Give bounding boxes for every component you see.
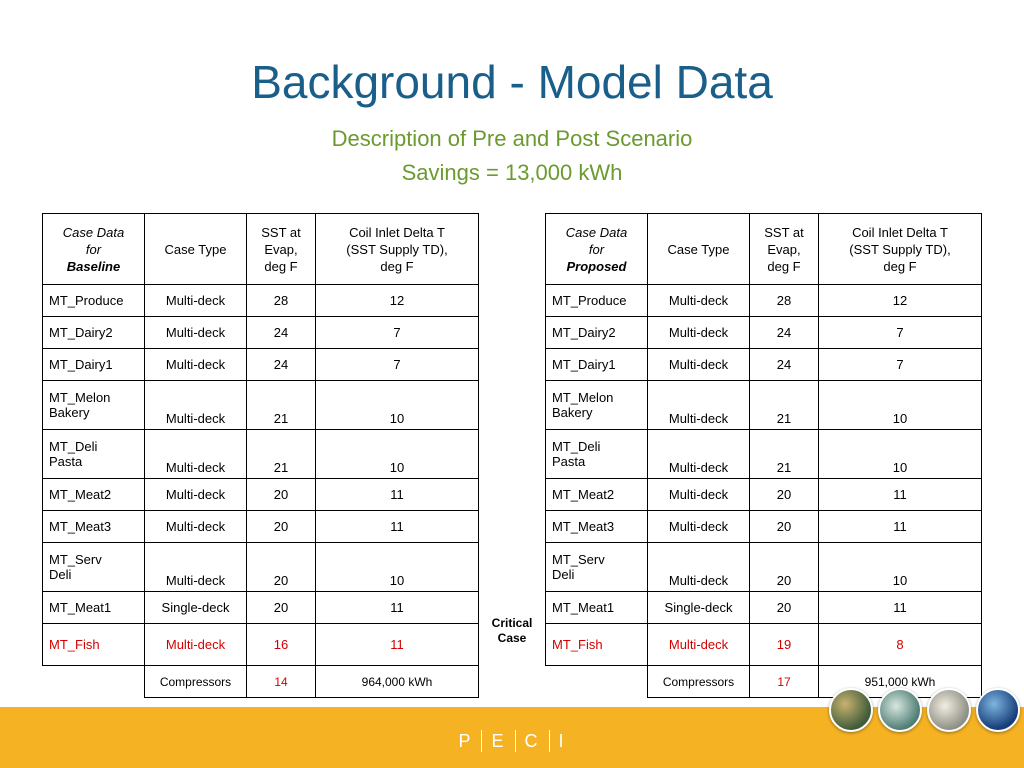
cell-sst: 20 (247, 511, 316, 543)
cell-case-name: MT_Meat2 (43, 479, 145, 511)
header-coil-line: (SST Supply TD), (849, 241, 951, 257)
cell-coil-td: 10 (819, 381, 982, 430)
cell-case-type: Multi-deck (648, 381, 750, 430)
table-row (546, 479, 982, 511)
logo-divider (515, 730, 516, 752)
logo-letter: E (491, 730, 506, 751)
cell-coil-td: 12 (316, 285, 479, 317)
cell-case-name (43, 543, 145, 592)
cell-sst: 24 (247, 349, 316, 381)
header-coil-line: deg F (883, 258, 917, 274)
cell-sst: 16 (247, 624, 316, 666)
cell-case-type: Multi-deck (145, 285, 247, 317)
cell-compressor-energy: 964,000 kWh (316, 666, 479, 698)
cell-case-type: Multi-deck (145, 317, 247, 349)
cell-case-name: MT_Meat1 (546, 592, 648, 624)
cell-sst: 24 (750, 317, 819, 349)
table-row (546, 285, 982, 317)
table-row (546, 592, 982, 624)
header-case-data (43, 214, 145, 285)
logo-letter: I (558, 730, 566, 751)
savings-summary: Savings = 13,000 kWh (401, 160, 623, 185)
cell-case-name: MT_Meat1 (43, 592, 145, 624)
cell-case-name (43, 430, 145, 479)
header-sst-line: deg F (767, 258, 801, 274)
case-name-line: MT_Deli (552, 439, 601, 454)
header-coil-line: (SST Supply TD), (346, 241, 448, 257)
table-row (43, 624, 479, 666)
cell-sst: 21 (247, 381, 316, 430)
cell-sst: 19 (750, 624, 819, 666)
cell-case-type: Multi-deck (145, 511, 247, 543)
critical-case-label (484, 616, 540, 646)
baseline-table (42, 213, 479, 698)
table-row (546, 624, 982, 666)
cell-case-type: Multi-deck (145, 430, 247, 479)
cell-case-name: MT_Dairy1 (43, 349, 145, 381)
table-row (43, 543, 479, 592)
cell-coil-td: 11 (819, 511, 982, 543)
case-name-line: Bakery (552, 405, 593, 420)
slide-subtitle: Description of Pre and Post Scenario (331, 126, 693, 151)
table-header-row (546, 214, 982, 285)
cell-case-type: Multi-deck (648, 285, 750, 317)
cell-sst: 21 (750, 381, 819, 430)
header-coil-line: Coil Inlet Delta T (852, 224, 948, 240)
cell-compressor-count: 14 (247, 666, 316, 698)
cell-sst: 20 (247, 543, 316, 592)
cell-sst: 20 (247, 479, 316, 511)
cell-sst: 20 (750, 479, 819, 511)
cell-case-type: Multi-deck (145, 624, 247, 666)
cell-sst: 20 (750, 592, 819, 624)
table-row (43, 349, 479, 381)
cell-case-name: MT_Fish (43, 624, 145, 666)
case-name-line: MT_Deli (49, 439, 98, 454)
table-row (546, 317, 982, 349)
critical-label-line: Case (497, 631, 527, 645)
case-name-line: Deli (49, 567, 72, 582)
peci-logo (0, 730, 1024, 752)
cell-case-name: MT_Meat3 (546, 511, 648, 543)
blank-cell (546, 666, 648, 698)
cell-case-type: Single-deck (145, 592, 247, 624)
header-case-line: Case Data (565, 224, 628, 240)
header-case-data (546, 214, 648, 285)
compressors-row (546, 666, 982, 698)
case-name-line: MT_Serv (49, 552, 102, 567)
cell-case-type: Multi-deck (648, 511, 750, 543)
cell-coil-td: 11 (819, 479, 982, 511)
case-name-line: Pasta (49, 454, 83, 469)
cell-case-type: Multi-deck (648, 349, 750, 381)
table-header-row (43, 214, 479, 285)
cell-coil-td: 8 (819, 624, 982, 666)
cell-sst: 28 (750, 285, 819, 317)
cell-case-type: Multi-deck (145, 381, 247, 430)
photo-orb-globe (976, 688, 1020, 732)
cell-sst: 21 (750, 430, 819, 479)
cell-case-name: MT_Produce (43, 285, 145, 317)
cell-sst: 24 (247, 317, 316, 349)
cell-sst: 21 (247, 430, 316, 479)
cell-case-type: Multi-deck (648, 543, 750, 592)
case-name-line: Deli (552, 567, 575, 582)
header-sst-line: SST at (764, 224, 804, 240)
cell-case-name: MT_Dairy1 (546, 349, 648, 381)
cell-case-type: Multi-deck (648, 479, 750, 511)
proposed-table (545, 213, 982, 698)
header-coil (316, 214, 479, 285)
cell-case-type: Multi-deck (145, 543, 247, 592)
cell-compressor-energy: 951,000 kWh (819, 666, 982, 698)
header-sst-line: deg F (264, 258, 298, 274)
header-case-type: Case Type (648, 214, 750, 285)
cell-case-type: Single-deck (648, 592, 750, 624)
case-name-line: Bakery (49, 405, 90, 420)
cell-coil-td: 11 (316, 624, 479, 666)
header-coil-line: Coil Inlet Delta T (349, 224, 445, 240)
cell-case-name (546, 381, 648, 430)
header-case-line: for (588, 241, 605, 257)
cell-coil-td: 10 (316, 381, 479, 430)
case-name-line: MT_Serv (552, 552, 605, 567)
cell-case-type: Multi-deck (648, 430, 750, 479)
cell-sst: 20 (750, 511, 819, 543)
header-case-line: for (85, 241, 102, 257)
table-row (43, 592, 479, 624)
photo-orb-lighting (927, 688, 971, 732)
logo-divider (481, 730, 482, 752)
cell-coil-td: 7 (819, 317, 982, 349)
table-row (43, 285, 479, 317)
table-row (546, 430, 982, 479)
cell-sst: 28 (247, 285, 316, 317)
table-row (43, 511, 479, 543)
cell-coil-td: 11 (819, 592, 982, 624)
cell-case-type: Multi-deck (145, 349, 247, 381)
table-row (546, 543, 982, 592)
header-case-line: Baseline (66, 258, 121, 274)
cell-coil-td: 7 (316, 349, 479, 381)
cell-case-name: MT_Meat2 (546, 479, 648, 511)
cell-sst: 20 (750, 543, 819, 592)
cell-case-name (546, 430, 648, 479)
cell-coil-td: 10 (316, 543, 479, 592)
cell-compressors-label: Compressors (145, 666, 247, 698)
case-name-line: MT_Melon (552, 390, 614, 405)
cell-coil-td: 7 (819, 349, 982, 381)
cell-case-name: MT_Dairy2 (43, 317, 145, 349)
header-sst-line: Evap, (264, 241, 298, 257)
cell-sst: 24 (750, 349, 819, 381)
slide-title: Background - Model Data (251, 56, 773, 108)
cell-case-name (43, 381, 145, 430)
logo-letter: P (458, 730, 473, 751)
cell-case-type: Multi-deck (648, 624, 750, 666)
compressors-row (43, 666, 479, 698)
table-row (546, 349, 982, 381)
cell-case-name: MT_Fish (546, 624, 648, 666)
case-name-line: MT_Melon (49, 390, 111, 405)
logo-divider (549, 730, 550, 752)
cell-coil-td: 11 (316, 479, 479, 511)
cell-case-type: Multi-deck (145, 479, 247, 511)
logo-letter: C (524, 730, 540, 751)
photo-orb-refrigeration (829, 688, 873, 732)
table-row (43, 317, 479, 349)
cell-sst: 20 (247, 592, 316, 624)
photo-orb-equipment (878, 688, 922, 732)
header-sst (750, 214, 819, 285)
cell-coil-td: 10 (819, 430, 982, 479)
cell-coil-td: 10 (819, 543, 982, 592)
header-sst-line: Evap, (767, 241, 801, 257)
cell-case-name: MT_Meat3 (43, 511, 145, 543)
blank-cell (43, 666, 145, 698)
case-name-line: Pasta (552, 454, 586, 469)
cell-coil-td: 11 (316, 511, 479, 543)
cell-case-name: MT_Dairy2 (546, 317, 648, 349)
cell-coil-td: 12 (819, 285, 982, 317)
table-row (546, 381, 982, 430)
cell-compressors-label: Compressors (648, 666, 750, 698)
header-coil-line: deg F (380, 258, 414, 274)
header-case-line: Case Data (62, 224, 125, 240)
table-row (43, 381, 479, 430)
table-row (43, 479, 479, 511)
cell-coil-td: 7 (316, 317, 479, 349)
header-sst (247, 214, 316, 285)
header-case-type: Case Type (145, 214, 247, 285)
table-row (546, 511, 982, 543)
header-sst-line: SST at (261, 224, 301, 240)
cell-coil-td: 10 (316, 430, 479, 479)
cell-case-name (546, 543, 648, 592)
cell-case-name: MT_Produce (546, 285, 648, 317)
cell-coil-td: 11 (316, 592, 479, 624)
header-case-line: Proposed (566, 258, 627, 274)
header-coil (819, 214, 982, 285)
cell-compressor-count: 17 (750, 666, 819, 698)
cell-case-type: Multi-deck (648, 317, 750, 349)
table-row (43, 430, 479, 479)
critical-label-line: Critical (491, 616, 533, 630)
